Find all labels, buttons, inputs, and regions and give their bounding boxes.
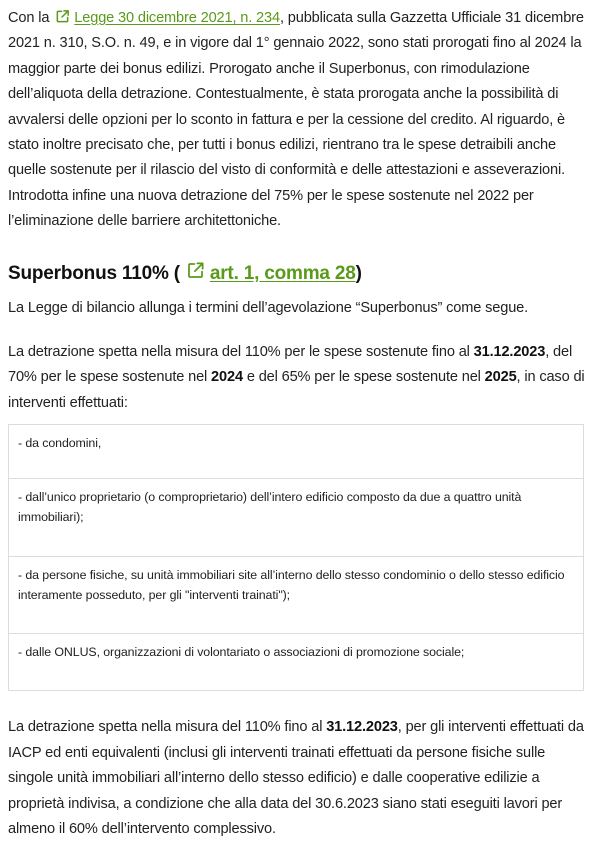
section-title-suffix: ) xyxy=(355,262,362,284)
intro-text-start: Con la xyxy=(8,10,50,26)
superbonus-intro: La Legge di bilancio allunga i termini dell’agevolazione “Superbonus” come segue. xyxy=(8,299,529,316)
rates-date-bold: 31.12.2023 xyxy=(473,344,546,361)
table-row: - dall’unico proprietario (o comproprietario) dell’intero edificio composto da due a quattro unità immobiliari); xyxy=(9,479,583,557)
table-row: - dalle ONLUS, organizzazioni di volontariato o associazioni di promozione sociale; xyxy=(18,645,465,660)
intro-text-rest: , pubblicata sulla Gazzetta Ufficiale 31 dicembre 2021 n. 310, S.O. n. 49, e in vigore dal 1° gennaio 2022, sono stati prorogati fino al 2024 la maggior parte dei bonus edilizi. Prorogato anche il Superbonus, con rimodulazione dell’aliquota della detrazione. Contestualmente, è stata prorogata anche la possibilità di avvalersi delle opzioni per lo sconto in fattura e per la cessione del credito. Al riguardo, è stato inoltre precisato che, per tutti i bonus edilizi, rientrano tra le spese detraibili anche quelle sostenute per il rilascio del visto di conformità e delle attestazioni e asseverazioni. Introdotta infine una nuova detrazione del 75% per le spese sostenute nel 2022 per l’eliminazione delle barriere architettoniche. xyxy=(8,10,584,230)
iacp-paragraph xyxy=(8,715,586,842)
law-link[interactable]: Legge 30 dicembre 2021, n. 234 xyxy=(74,10,280,26)
beneficiaries-table xyxy=(8,424,584,691)
article-link[interactable]: art. 1, comma 28 xyxy=(209,262,356,284)
table-row: - da persone fisiche, su unità immobiliari site all’interno dello stesso condominio o dello stesso edificio interamente posseduto, per gli "interventi trainati"); xyxy=(9,557,583,634)
intro-paragraph xyxy=(8,0,586,235)
rates-text-4: , in caso di interventi effettuati: xyxy=(8,369,585,411)
iacp-text-1: La detrazione spetta nella misura del 110% fino al xyxy=(8,719,327,736)
external-link-icon xyxy=(186,261,205,280)
rates-year-2024-bold: 2024 xyxy=(211,369,243,386)
iacp-date-bold: 31.12.2023 xyxy=(326,719,398,736)
iacp-text-2: , per gli interventi effettuati da IACP ed enti equivalenti (inclusi gli interventi trainati effettuati da persone fisiche sulle singole unità immobiliari all’interno dello stesso edificio) e dalle cooperative edilizie a proprietà indivisa, a condizione che alla data del 30.6.2023 siano stati eseguiti lavori per almeno il 60% dell’intervento complessivo. xyxy=(8,719,584,837)
table-row: - da condomini, xyxy=(9,425,583,479)
rates-text-2: , del 70% per le spese sostenute nel xyxy=(8,344,573,386)
section-title-prefix: Superbonus 110% ( xyxy=(8,262,180,284)
external-link-icon xyxy=(55,9,70,24)
rates-year-2025-bold: 2025 xyxy=(484,369,517,386)
rates-text-1: La detrazione spetta nella misura del 110% per le spese sostenute fino al xyxy=(8,344,474,361)
section-heading xyxy=(8,261,586,287)
rates-text-3: e del 65% per le spese sostenute nel xyxy=(242,369,485,386)
superbonus-rates-paragraph xyxy=(8,340,586,416)
